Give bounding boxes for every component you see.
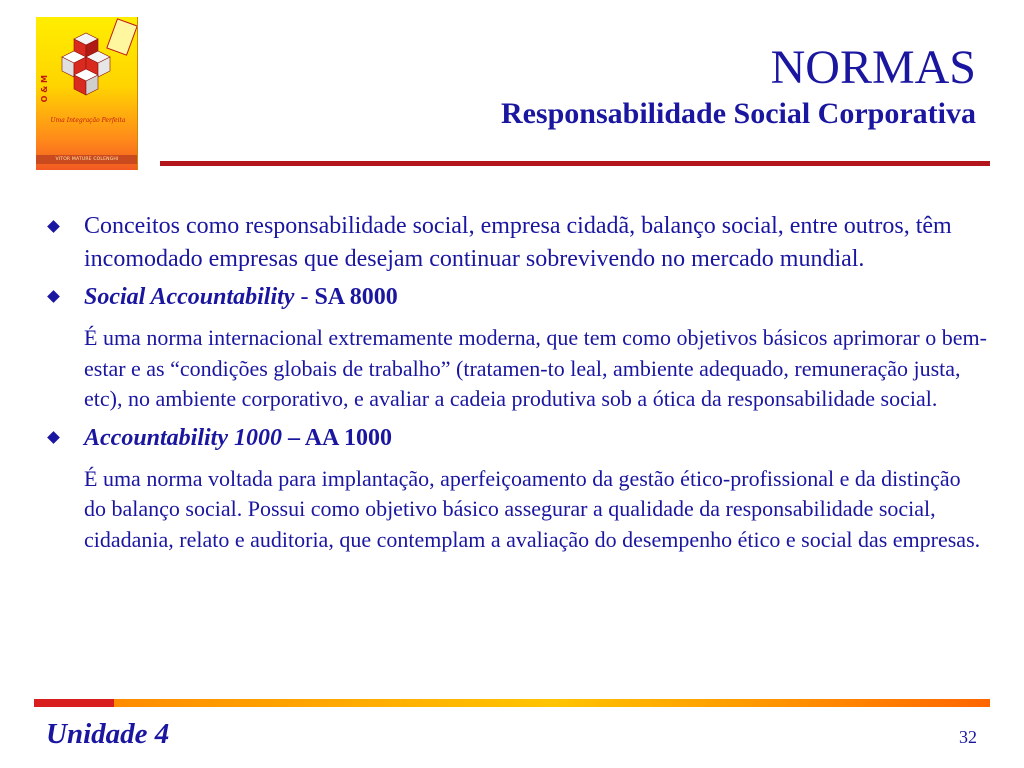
slide-subtitle: Responsabilidade Social Corporativa bbox=[500, 97, 976, 130]
cover-tagline: Uma Integração Perfeita bbox=[50, 117, 126, 124]
bullet-paragraph: É uma norma internacional extremamente moderna, que tem como objetivos básicos aprimorar o bem-estar e as “condições globais de trabalho” (tratamen-to leal, ambiente adequado, remuneração justa, etc), no ambiente corporativo, e avaliar a cadeia produtiva sob a ótica da responsabilidade social. bbox=[84, 325, 987, 411]
footer-rule bbox=[34, 699, 990, 707]
bullet-item bbox=[48, 421, 988, 455]
diamond-bullet-icon bbox=[47, 431, 60, 444]
cover-brand: O & M bbox=[40, 75, 49, 103]
cover-author: VITOR MATURE COLENGHI bbox=[36, 155, 138, 164]
page-number: 32 bbox=[959, 727, 977, 747]
diamond-bullet-icon bbox=[47, 220, 60, 233]
bullet-item bbox=[48, 280, 988, 314]
footer-rule-orange bbox=[114, 699, 990, 707]
slide-content bbox=[48, 210, 988, 555]
bullet-item bbox=[48, 210, 988, 276]
bullet-text: Conceitos como responsabilidade social, empresa cidadã, balanço social, entre outros, têm incomodado empresas que desejam continuar sobrevivendo no mercado mundial. bbox=[84, 213, 952, 272]
cubes-logo-icon bbox=[54, 31, 120, 109]
bullet-heading-italic: Accountability 1000 bbox=[84, 424, 282, 451]
diamond-bullet-icon bbox=[47, 290, 60, 303]
bullet-heading-italic: Social Accountability bbox=[84, 284, 295, 310]
footer-rule-red bbox=[34, 699, 114, 707]
slide-title: NORMAS bbox=[770, 41, 976, 94]
bullet-heading-code: AA 1000 bbox=[304, 424, 393, 451]
bullet-heading-separator: – bbox=[282, 424, 305, 451]
book-cover bbox=[36, 17, 138, 170]
bullet-heading-separator: - bbox=[294, 284, 315, 310]
bullet-paragraph: É uma norma voltada para implantação, aperfeiçoamento da gestão ético-profissional e da distinção do balanço social. Possui como objetivo básico assegurar a qualidade da responsabilidade social, cidadania, relato e auditoria, que contemplam a avaliação do desempenho ético e social das empresas. bbox=[84, 465, 981, 552]
footer-unit-label: Unidade 4 bbox=[46, 718, 170, 750]
bullet-heading-code: SA 8000 bbox=[314, 284, 398, 310]
title-divider bbox=[160, 161, 990, 166]
